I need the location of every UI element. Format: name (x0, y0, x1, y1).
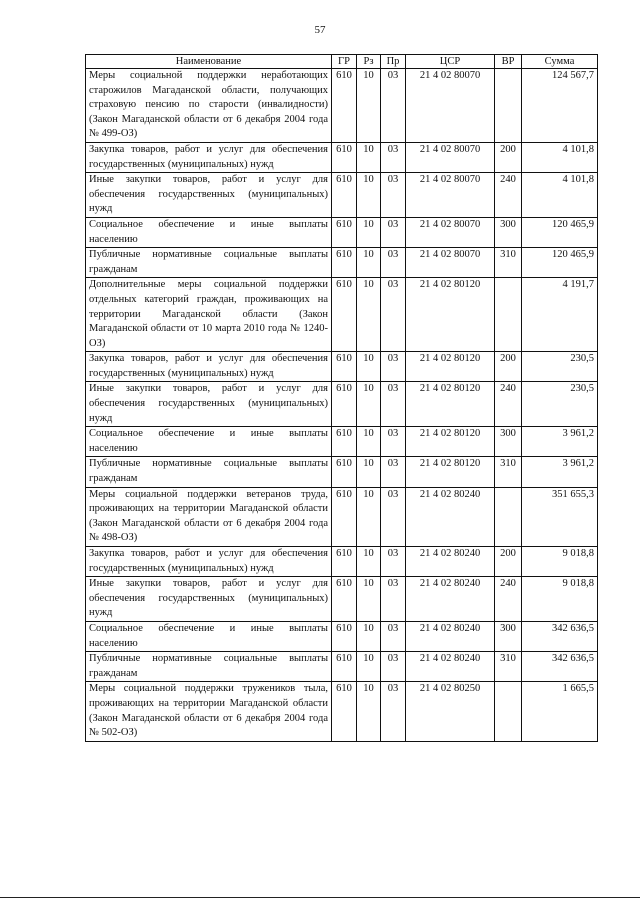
cell-name: Закупка товаров, работ и услуг для обеспечения государственных (муниципальных) нужд (86, 352, 332, 382)
table-row (86, 577, 598, 622)
cell-pr: 03 (381, 652, 406, 682)
cell-pr: 03 (381, 621, 406, 651)
header-pr: Пр (381, 55, 406, 69)
cell-pr: 03 (381, 142, 406, 172)
table-header-row (86, 55, 598, 69)
table-row (86, 69, 598, 143)
table-row (86, 173, 598, 218)
cell-csr: 21 4 02 80240 (406, 621, 495, 651)
table-body (86, 69, 598, 742)
cell-rz: 10 (357, 352, 381, 382)
cell-csr: 21 4 02 80120 (406, 278, 495, 352)
cell-sum: 230,5 (522, 382, 598, 427)
cell-sum: 9 018,8 (522, 547, 598, 577)
cell-pr: 03 (381, 487, 406, 546)
header-name: Наименование (86, 55, 332, 69)
cell-sum: 342 636,5 (522, 652, 598, 682)
cell-vr: 240 (495, 382, 522, 427)
cell-name: Публичные нормативные социальные выплаты гражданам (86, 457, 332, 487)
table-row (86, 142, 598, 172)
cell-sum: 351 655,3 (522, 487, 598, 546)
cell-vr: 240 (495, 577, 522, 622)
cell-gr: 610 (332, 382, 357, 427)
cell-pr: 03 (381, 577, 406, 622)
cell-rz: 10 (357, 487, 381, 546)
table-row (86, 248, 598, 278)
cell-csr: 21 4 02 80070 (406, 142, 495, 172)
cell-rz: 10 (357, 173, 381, 218)
cell-sum: 342 636,5 (522, 621, 598, 651)
header-sum: Сумма (522, 55, 598, 69)
cell-pr: 03 (381, 427, 406, 457)
cell-pr: 03 (381, 69, 406, 143)
cell-csr: 21 4 02 80120 (406, 382, 495, 427)
budget-table (85, 54, 598, 742)
cell-gr: 610 (332, 278, 357, 352)
cell-gr: 610 (332, 621, 357, 651)
cell-name: Меры социальной поддержки тружеников тыла, проживающих на территории Магаданской области (Закон Магаданской области от 6 декабря 2004 года № 502-ОЗ) (86, 682, 332, 741)
cell-sum: 230,5 (522, 352, 598, 382)
cell-rz: 10 (357, 217, 381, 247)
cell-sum: 4 101,8 (522, 173, 598, 218)
cell-vr: 310 (495, 652, 522, 682)
cell-name: Меры социальной поддержки ветеранов труда, проживающих на территории Магаданской области (Закон Магаданской области от 6 декабря 2004 года № 498-ОЗ) (86, 487, 332, 546)
cell-gr: 610 (332, 457, 357, 487)
cell-name: Меры социальной поддержки неработающих старожилов Магаданской области, получающих страховую пенсию по старости (инвалидности) (Закон Магаданской области от 6 декабря 2004 года № 499-ОЗ) (86, 69, 332, 143)
cell-gr: 610 (332, 487, 357, 546)
cell-rz: 10 (357, 427, 381, 457)
cell-sum: 120 465,9 (522, 217, 598, 247)
cell-gr: 610 (332, 577, 357, 622)
cell-vr: 200 (495, 352, 522, 382)
table-row (86, 217, 598, 247)
cell-csr: 21 4 02 80120 (406, 457, 495, 487)
cell-vr: 300 (495, 621, 522, 651)
cell-gr: 610 (332, 352, 357, 382)
cell-pr: 03 (381, 173, 406, 218)
header-vr: ВР (495, 55, 522, 69)
cell-vr (495, 487, 522, 546)
cell-csr: 21 4 02 80240 (406, 487, 495, 546)
cell-vr: 310 (495, 248, 522, 278)
cell-rz: 10 (357, 652, 381, 682)
cell-name: Закупка товаров, работ и услуг для обеспечения государственных (муниципальных) нужд (86, 142, 332, 172)
cell-sum: 124 567,7 (522, 69, 598, 143)
table-row (86, 352, 598, 382)
cell-csr: 21 4 02 80070 (406, 248, 495, 278)
page-number: 57 (314, 24, 326, 36)
cell-gr: 610 (332, 248, 357, 278)
cell-gr: 610 (332, 217, 357, 247)
cell-csr: 21 4 02 80070 (406, 217, 495, 247)
cell-rz: 10 (357, 547, 381, 577)
cell-csr: 21 4 02 80240 (406, 577, 495, 622)
cell-gr: 610 (332, 652, 357, 682)
cell-sum: 9 018,8 (522, 577, 598, 622)
table-row (86, 382, 598, 427)
table-row (86, 547, 598, 577)
table-row (86, 621, 598, 651)
cell-rz: 10 (357, 682, 381, 741)
cell-csr: 21 4 02 80070 (406, 69, 495, 143)
cell-pr: 03 (381, 352, 406, 382)
cell-sum: 3 961,2 (522, 427, 598, 457)
cell-pr: 03 (381, 278, 406, 352)
cell-csr: 21 4 02 80240 (406, 652, 495, 682)
header-rz: Рз (357, 55, 381, 69)
cell-gr: 610 (332, 69, 357, 143)
cell-rz: 10 (357, 142, 381, 172)
cell-vr: 240 (495, 173, 522, 218)
cell-rz: 10 (357, 278, 381, 352)
cell-name: Закупка товаров, работ и услуг для обеспечения государственных (муниципальных) нужд (86, 547, 332, 577)
cell-name: Иные закупки товаров, работ и услуг для обеспечения государственных (муниципальных) нужд (86, 577, 332, 622)
table-row (86, 457, 598, 487)
cell-sum: 4 191,7 (522, 278, 598, 352)
cell-sum: 3 961,2 (522, 457, 598, 487)
cell-vr: 300 (495, 217, 522, 247)
cell-rz: 10 (357, 577, 381, 622)
cell-rz: 10 (357, 457, 381, 487)
cell-gr: 610 (332, 173, 357, 218)
table-row (86, 278, 598, 352)
cell-rz: 10 (357, 248, 381, 278)
header-gr: ГР (332, 55, 357, 69)
cell-vr: 200 (495, 142, 522, 172)
cell-gr: 610 (332, 682, 357, 741)
cell-csr: 21 4 02 80250 (406, 682, 495, 741)
cell-rz: 10 (357, 382, 381, 427)
cell-pr: 03 (381, 217, 406, 247)
header-csr: ЦСР (406, 55, 495, 69)
cell-vr: 310 (495, 457, 522, 487)
bottom-divider (0, 897, 640, 898)
cell-sum: 4 101,8 (522, 142, 598, 172)
cell-name: Иные закупки товаров, работ и услуг для обеспечения государственных (муниципальных) нужд (86, 173, 332, 218)
cell-vr (495, 69, 522, 143)
cell-name: Социальное обеспечение и иные выплаты населению (86, 427, 332, 457)
cell-pr: 03 (381, 248, 406, 278)
cell-vr (495, 682, 522, 741)
cell-csr: 21 4 02 80070 (406, 173, 495, 218)
cell-csr: 21 4 02 80240 (406, 547, 495, 577)
cell-pr: 03 (381, 457, 406, 487)
table-row (86, 427, 598, 457)
cell-pr: 03 (381, 682, 406, 741)
table-row (86, 652, 598, 682)
cell-name: Иные закупки товаров, работ и услуг для обеспечения государственных (муниципальных) нужд (86, 382, 332, 427)
cell-rz: 10 (357, 69, 381, 143)
cell-vr: 300 (495, 427, 522, 457)
cell-pr: 03 (381, 547, 406, 577)
cell-name: Дополнительные меры социальной поддержки отдельных категорий граждан, проживающих на территории Магаданской области (Закон Магаданской области от 10 марта 2010 года № 1240-ОЗ) (86, 278, 332, 352)
cell-sum: 120 465,9 (522, 248, 598, 278)
table-row (86, 487, 598, 546)
cell-gr: 610 (332, 427, 357, 457)
cell-gr: 610 (332, 142, 357, 172)
cell-rz: 10 (357, 621, 381, 651)
cell-name: Социальное обеспечение и иные выплаты населению (86, 217, 332, 247)
cell-vr: 200 (495, 547, 522, 577)
cell-vr (495, 278, 522, 352)
cell-csr: 21 4 02 80120 (406, 427, 495, 457)
table-row (86, 682, 598, 741)
cell-name: Публичные нормативные социальные выплаты гражданам (86, 652, 332, 682)
cell-gr: 610 (332, 547, 357, 577)
cell-pr: 03 (381, 382, 406, 427)
cell-name: Социальное обеспечение и иные выплаты населению (86, 621, 332, 651)
cell-sum: 1 665,5 (522, 682, 598, 741)
cell-csr: 21 4 02 80120 (406, 352, 495, 382)
cell-name: Публичные нормативные социальные выплаты гражданам (86, 248, 332, 278)
